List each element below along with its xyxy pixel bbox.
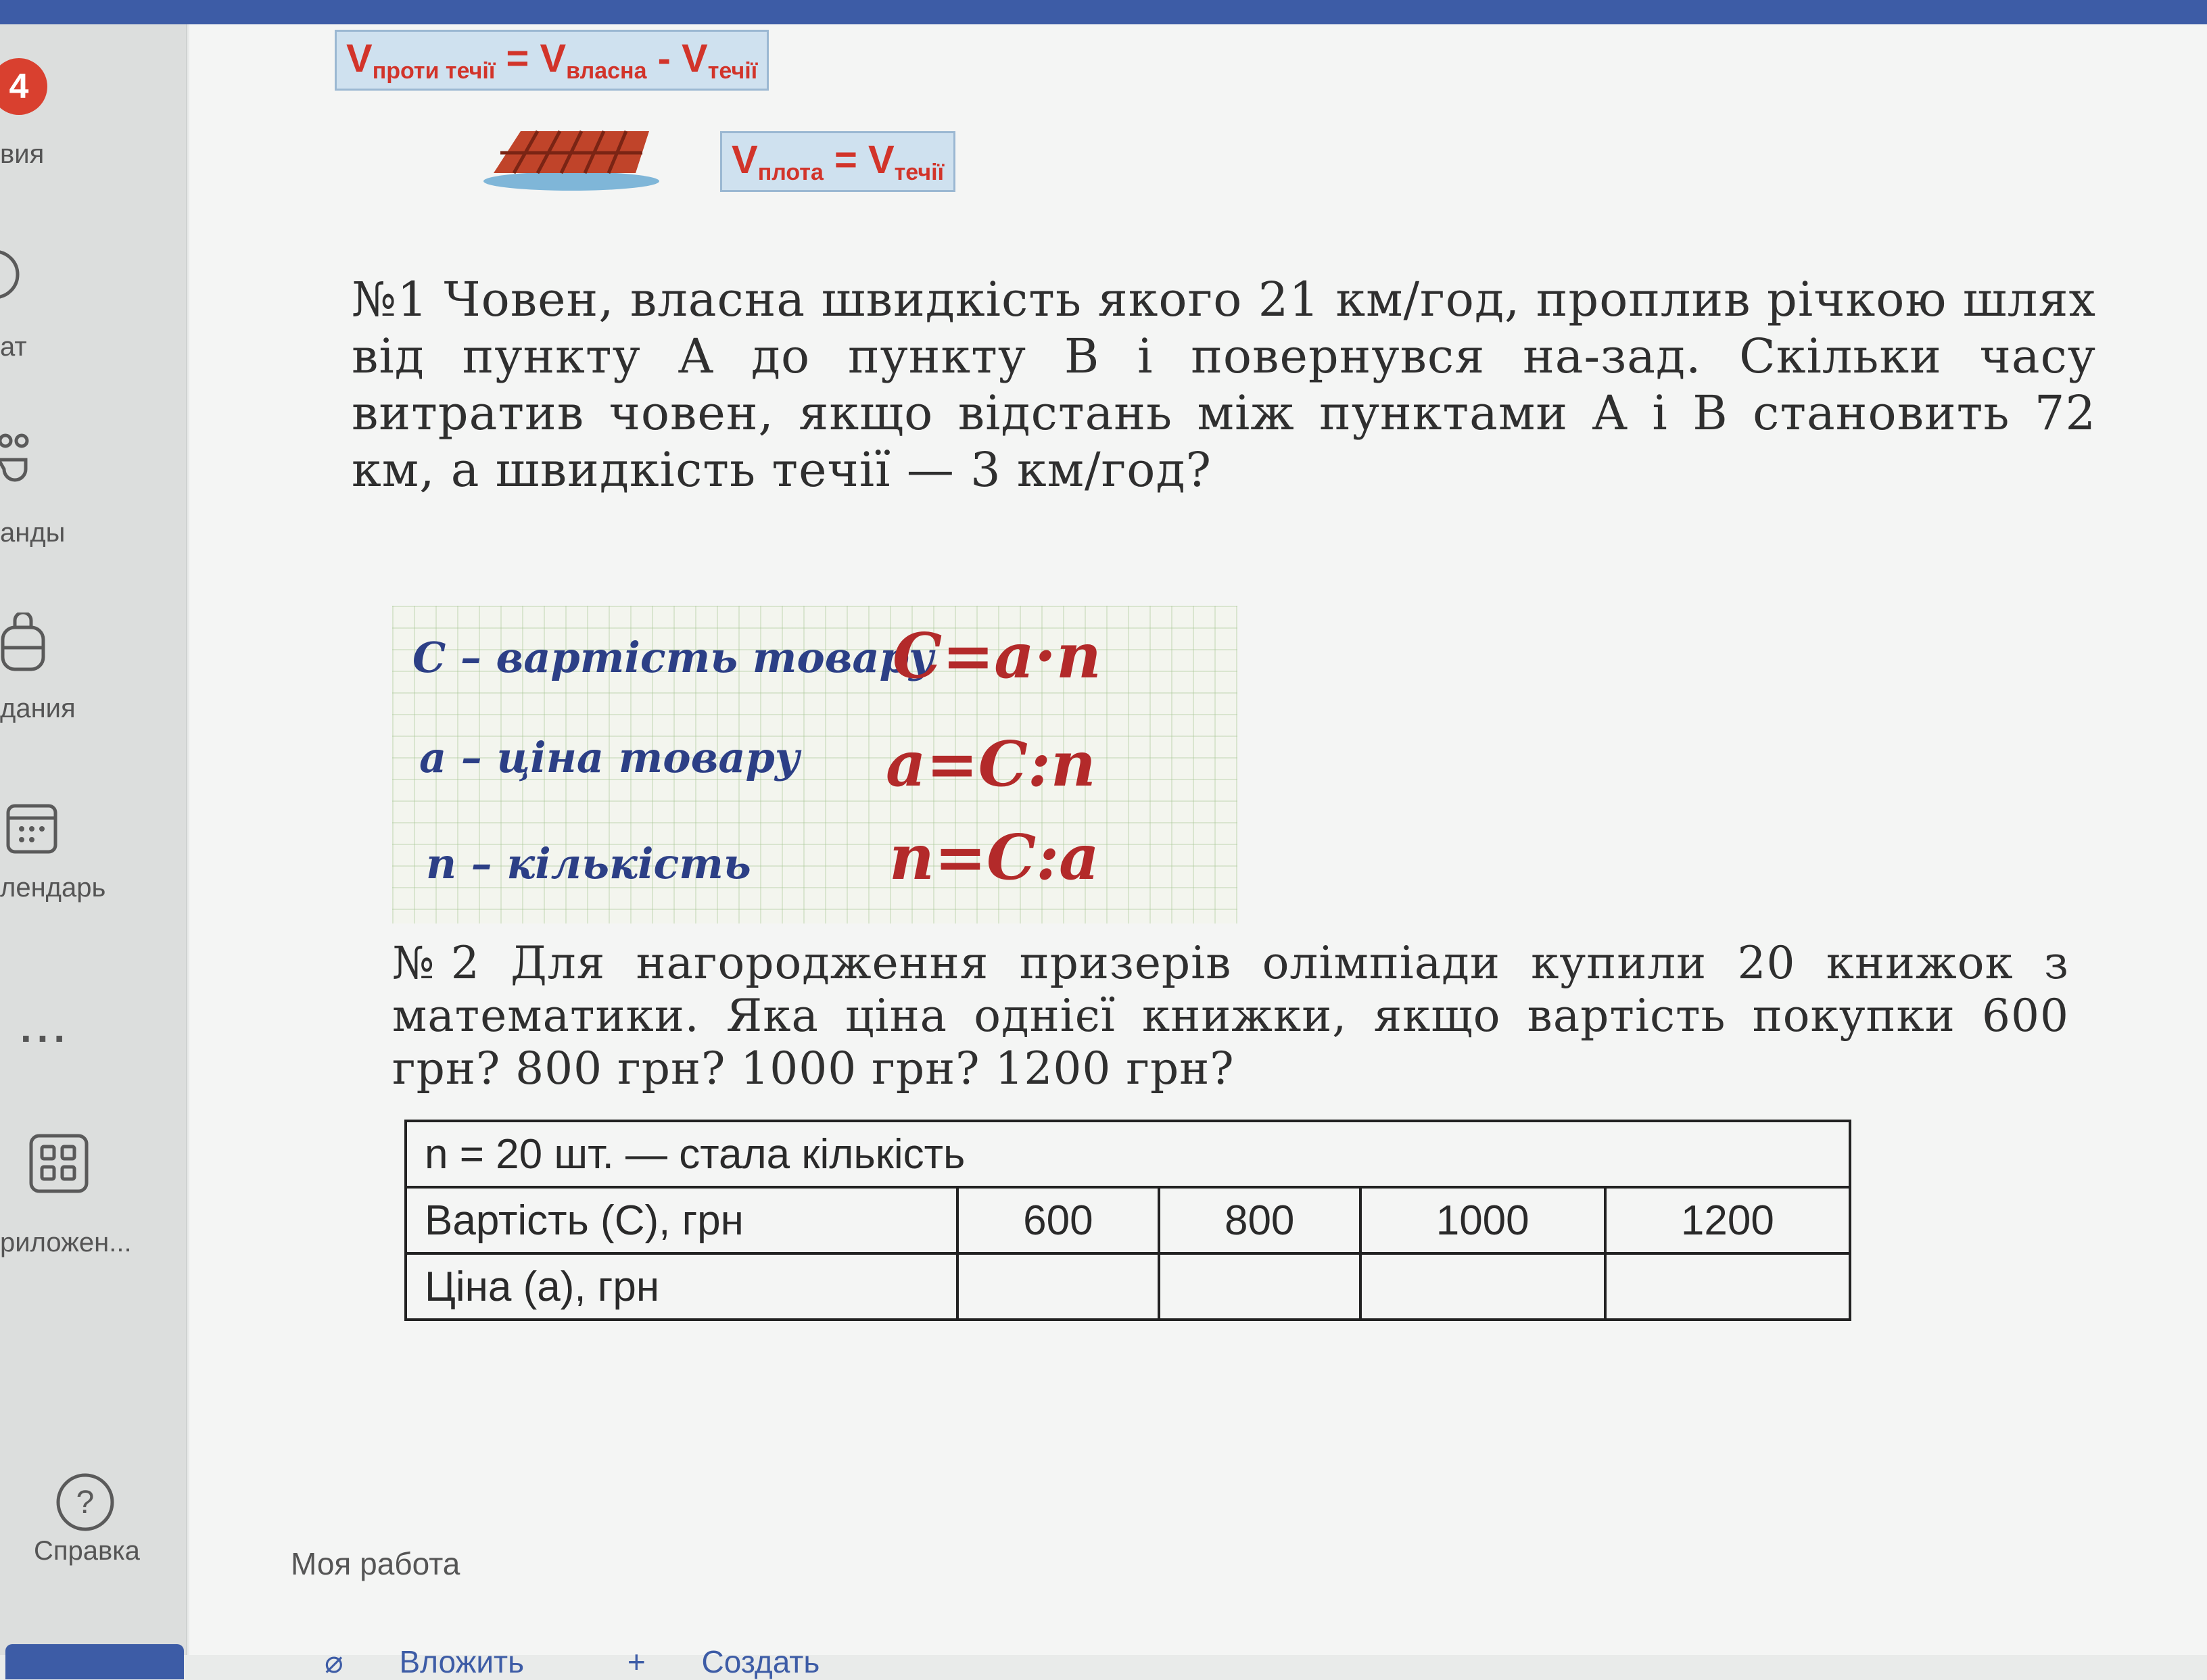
calendar-icon[interactable] (5, 802, 60, 856)
price-label: a – ціна товару (419, 733, 800, 782)
table-cell-empty (957, 1253, 1159, 1320)
price-formula: a=C:n (886, 727, 1096, 800)
create-button[interactable]: + Создать (627, 1644, 820, 1679)
price-formulas-block (392, 606, 1237, 923)
more-icon[interactable]: ... (20, 1005, 71, 1051)
price-row-label: Ціна (a), грн (406, 1253, 957, 1320)
quantity-formula: n=C:a (889, 821, 1099, 894)
table-cell: 800 (1159, 1187, 1360, 1253)
paperclip-icon: ⌀ (325, 1644, 352, 1679)
problem-2-text: №2 Для нагородження призерів олімпіади купили 20 книжок з математики. Яка ціна однієї книжки, якщо вартість покупки 600 грн? 800 грн? 1000 грн? 1200 грн? (392, 937, 2069, 1095)
cost-formula: C=a·n (893, 619, 1101, 692)
sidebar-item-apps[interactable]: риложен... (0, 1228, 132, 1257)
plus-icon: + (627, 1644, 655, 1679)
table-cell-empty (1159, 1253, 1360, 1320)
table-row (406, 1253, 1850, 1320)
table-cell: 1000 (1360, 1187, 1605, 1253)
help-icon[interactable] (54, 1471, 116, 1533)
sidebar-item-calendar[interactable]: лендарь (0, 873, 106, 903)
sidebar-item-activity[interactable]: вия (0, 139, 45, 169)
work-actions (325, 1643, 914, 1680)
sidebar-bottom-button[interactable] (5, 1644, 184, 1679)
chat-icon[interactable] (0, 247, 27, 302)
apps-icon[interactable] (28, 1133, 89, 1194)
formula-raft: Vплота = Vтечії (720, 131, 955, 192)
table-cell: 1200 (1605, 1187, 1850, 1253)
top-bar (0, 0, 2207, 24)
problem-1-text: №1 Човен, власна швидкість якого 21 км/год, проплив річкою шлях від пункту A до пункту B і повернувся на-зад. Скільки часу витратив човен, якщо відстань між пунктами A і B становить 72 км, а швидкість течії — 3 км/год? (352, 272, 2096, 498)
assignments-icon[interactable] (0, 613, 49, 673)
cost-row-label: Вартість (C), грн (406, 1187, 957, 1253)
table-cell-empty (1360, 1253, 1605, 1320)
sidebar (0, 24, 187, 1655)
svg-text:?: ? (76, 1485, 95, 1520)
help-label[interactable]: Справка (34, 1536, 140, 1566)
price-table (404, 1120, 1851, 1321)
assignment-page (189, 24, 2207, 1679)
my-work-heading: Моя работа (291, 1546, 460, 1581)
table-row (406, 1187, 1850, 1253)
formula-upstream: Vпроти течії = Vвласна - Vтечії (335, 30, 769, 91)
sidebar-item-assignments[interactable]: дания (0, 694, 76, 723)
table-cell-empty (1605, 1253, 1850, 1320)
table-row (406, 1121, 1850, 1187)
sidebar-item-chat[interactable]: ат (0, 332, 27, 362)
teams-icon[interactable] (0, 430, 43, 484)
table-header: n = 20 шт. — стала кількість (406, 1121, 1850, 1187)
table-cell: 600 (957, 1187, 1159, 1253)
cost-label: C – вартість товару (412, 633, 934, 682)
notification-badge: 4 (0, 58, 47, 115)
sidebar-item-teams[interactable]: анды (0, 518, 66, 548)
quantity-label: n – кількість (426, 839, 751, 888)
raft-image (480, 119, 663, 197)
attach-button[interactable]: ⌀ Вложить (325, 1644, 525, 1679)
